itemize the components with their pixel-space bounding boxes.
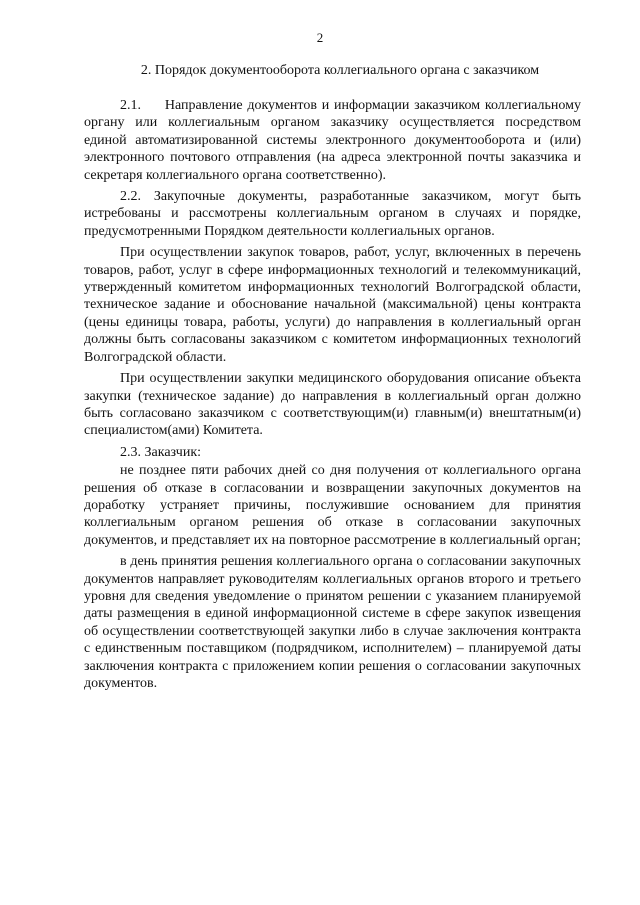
paragraph-medical-equipment: При осуществлении закупки медицинского оборудования описание объекта закупки (техническое задание) до направления в коллегиальный орган должно быть согласовано заказчиком с соответствующим(и) главным(и) внештатным(и) специалистом(ами) Комитета.	[84, 371, 581, 439]
page-number: 2	[316, 30, 324, 45]
section-heading: 2. Порядок документооборота коллегиального органа с заказчиком	[140, 63, 540, 78]
paragraph-2-3: 2.3. Заказчик:	[120, 444, 202, 460]
paragraph-2-2: 2.2. Закупочные документы, разработанные заказчиком, могут быть истребованы и рассмотрены коллегиальным органом в случаях и порядке, предусмотренными Порядком деятельности коллегиальных органов.	[84, 189, 581, 239]
paragraph-it-procurement: При осуществлении закупок товаров, работ, услуг, включенных в перечень товаров, работ, услуг в сфере информационных технологий и телекоммуникаций, утвержденный комитетом информационных технологий Волгоградской области, техническое задание и обоснование начальной (максимальной) цены контракта (цены единицы товара, работы, услуги) до направления в коллегиальный орган должны быть согласованы заказчиком с комитетом информационных технологий Волгоградской области.	[84, 245, 581, 365]
paragraph-rework-deadline: не позднее пяти рабочих дней со дня получения от коллегиального органа решения об отказе в согласовании и возвращении закупочных документов на доработку устраняет причины, послужившие основанием для принятия коллегиальным органом решения об отказе в согласовании закупочных документов, и представляет их на повторное рассмотрение в коллегиальный орган;	[84, 463, 581, 548]
document-body	[84, 97, 581, 696]
paragraph-2-1: 2.1. Направление документов и информации заказчиком коллегиальному органу или коллегиальным органом заказчику осуществляется посредством единой автоматизированной системы электронного документооборота и (или) электронного почтового отправления (на адреса электронной почты заказчика и секретаря коллегиального органа соответственно).	[84, 98, 581, 183]
paragraph-approval-notification: в день принятия решения коллегиального органа о согласовании закупочных документов направляет руководителям коллегиальных органов второго и третьего уровня для сведения уведомление о принятом решении с указанием планируемой даты размещения в единой информационной системе в сфере закупок извещения об осуществлении соответствующей закупки либо в случае заключения контракта с единственным поставщиком (подрядчиком, исполнителем) – планируемой даты заключения контракта с приложением копии решения о согласовании закупочных документов.	[84, 554, 581, 691]
